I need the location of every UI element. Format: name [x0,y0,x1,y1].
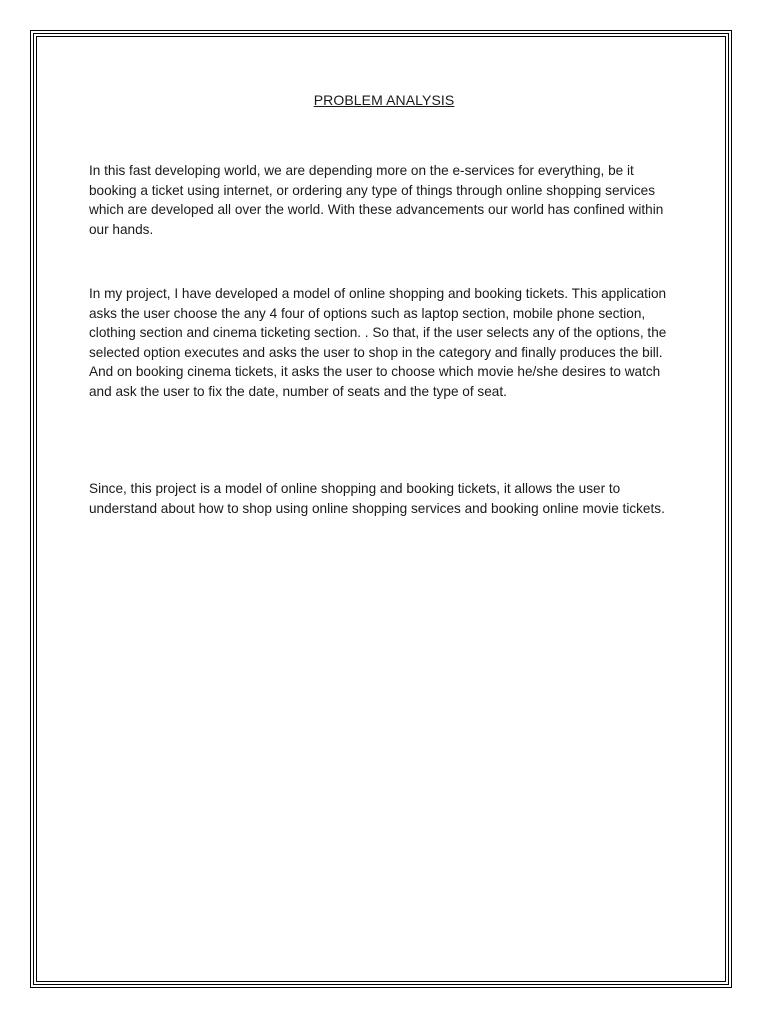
paragraph-project: In my project, I have developed a model of online shopping and booking tickets. This application asks the user choose the any 4 four of options such as laptop section, mobile phone section, clothing section and cinema ticketing section. . So that, if the user selects any of the options, the selected option executes and asks the user to shop in the category and finally produces the bill. And on booking cinema tickets, it asks the user to choose which movie he/she desires to watch and ask the user to fix the date, number of seats and the type of seat. [89,286,667,399]
page-title: PROBLEM ANALYSIS [313,92,455,108]
document-body [89,92,679,518]
paragraph-intro: In this fast developing world, we are depending more on the e-services for everything, be it booking a ticket using internet, or ordering any type of things through online shopping services which are developed all over the world. With these advancements our world has confined within our hands. [89,163,664,237]
paragraph-conclusion: Since, this project is a model of online shopping and booking tickets, it allows the user to understand about how to shop using online shopping services and booking online movie tickets. [89,481,665,516]
